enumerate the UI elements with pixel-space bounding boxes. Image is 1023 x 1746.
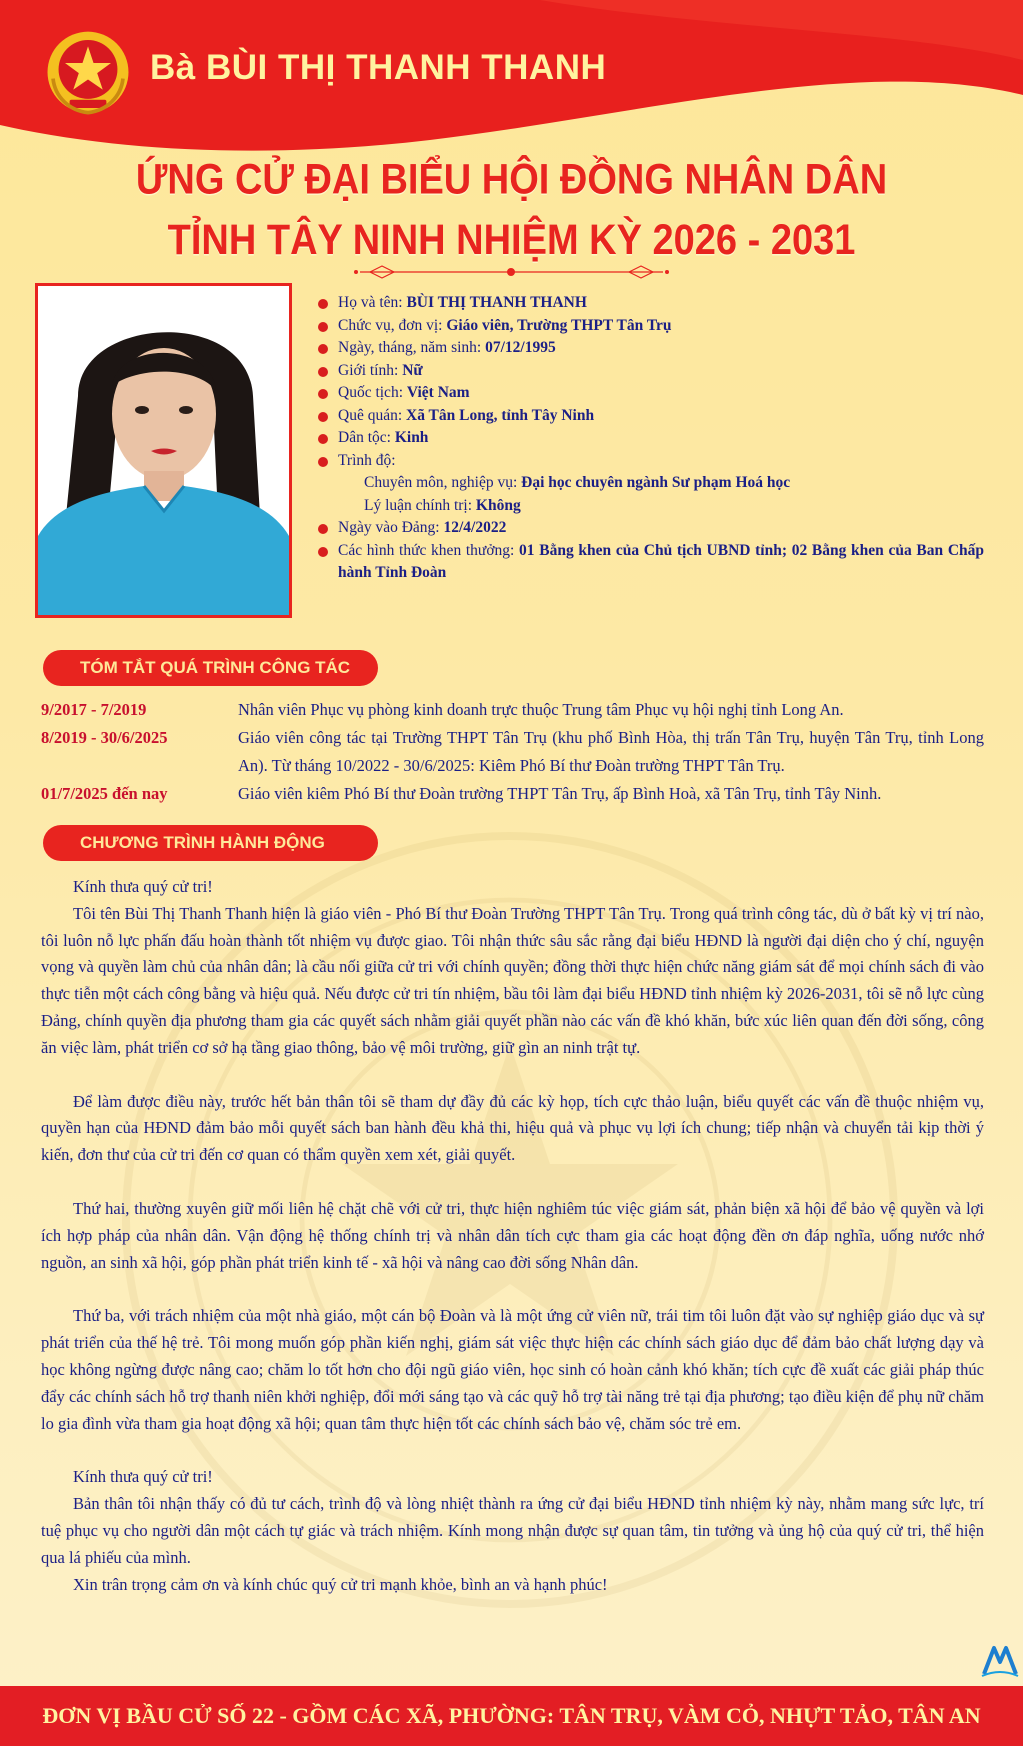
bullet-icon [318,524,328,534]
publisher-logo-icon [980,1640,1020,1680]
action-program-heading: CHƯƠNG TRÌNH HÀNH ĐỘNG [43,825,378,861]
bullet-icon [318,412,328,422]
profile-specialty: Chuyên môn, nghiệp vụ: Đại học chuyên ngành Sư phạm Hoá học [364,474,791,491]
program-paragraph-1: Tôi tên Bùi Thị Thanh Thanh hiện là giáo viên - Phó Bí thư Đoàn Trường THPT Tân Trụ. Trong quá trình công tác, dù ở bất kỳ vị trí nào, tôi luôn nỗ lực phấn đấu hoàn thành tốt nhiệm vụ được giao. Tôi nhận thức sâu sắc rằng đại biểu HĐND là người đại diện cho ý chí, nguyện vọng và quyền làm chủ của nhân dân; là cầu nối giữa cử tri với chính quyền; đồng thời thực hiện chức năng giám sát để mọi chính sách đi vào thực tiễn một cách công bằng và hiệu quả. Nếu được cử tri tín nhiệm, bầu tôi làm đại biểu HĐND tỉnh nhiệm kỳ 2026-2031, tôi sẽ nỗ lực cùng Đảng, chính quyền địa phương tham gia các quyết sách nhằm giải quyết phần nào các vấn đề khó khăn, bức xúc liên quan đến đời sống, công ăn việc làm, phát triển cơ sở hạ tầng giao thông, bảo vệ môi trường, giữ gìn an ninh trật tự. [41,903,984,1057]
bullet-icon [318,367,328,377]
work-history-list [41,696,984,808]
candidate-profile [318,292,984,585]
bullet-icon [318,389,328,399]
profile-hometown: Quê quán: Xã Tân Long, tỉnh Tây Ninh [318,405,984,428]
bullet-icon [318,299,328,309]
work-history-heading: TÓM TẮT QUÁ TRÌNH CÔNG TÁC [43,650,378,686]
bullet-icon [318,457,328,467]
headline-line-2: TỈNH TÂY NINH NHIỆM KỲ 2026 - 2031 [167,217,856,265]
profile-awards: Các hình thức khen thưởng: 01 Bằng khen của Chủ tịch UBND tỉnh; 02 Bằng khen của Ban Chấp hành Tỉnh Đoàn [318,540,984,585]
profile-dob: Ngày, tháng, năm sinh: 07/12/1995 [318,337,984,360]
program-paragraph-4: Thứ ba, với trách nhiệm của một nhà giáo, một cán bộ Đoàn và là một ứng cử viên nữ, trái tim tôi luôn đặt vào sự nghiệp giáo dục và sự phát triển của thế hệ trẻ. Tôi mong muốn góp phần kiến nghị, giám sát việc thực hiện các chính sách giáo dục để đảm bảo chất lượng dạy và học không ngừng được nâng cao; chăm lo tốt hơn cho đội ngũ giáo viên, học sinh có hoàn cảnh khó khăn; tích cực đề xuất các giải pháp thúc đẩy các chính sách hỗ trợ thanh niên khởi nghiệp, đổi mới sáng tạo và các quỹ hỗ trợ tài năng trẻ tại địa phương; tạo điều kiện để phụ nữ chăm lo gia đình vừa tham gia hoạt động xã hội; quan tâm thực hiện tốt các chính sách bảo vệ, chăm sóc trẻ em. [41,1306,984,1433]
work-history-entry [41,696,984,724]
constituency-footer: ĐƠN VỊ BẦU CỬ SỐ 22 - GỒM CÁC XÃ, PHƯỜNG: TÂN TRỤ, VÀM CỎ, NHỰT TẢO, TÂN AN [0,1686,1023,1746]
bullet-icon [318,344,328,354]
bullet-icon [318,322,328,332]
candidate-name-title: Bà BÙI THỊ THANH THANH [150,48,607,87]
work-description: Giáo viên công tác tại Trường THPT Tân Trụ (khu phố Bình Hòa, thị trấn Tân Trụ, huyện Tân Trụ, tỉnh Long An). Từ tháng 10/2022 - 30/6/2025: Kiêm Phó Bí thư Đoàn trường THPT Tân Trụ. [238,728,984,775]
program-greeting: Kính thưa quý cử tri! [73,877,213,896]
profile-ethnicity: Dân tộc: Kinh [318,427,984,450]
bullet-icon [318,434,328,444]
headline-line-1: ỨNG CỬ ĐẠI BIỂU HỘI ĐỒNG NHÂN DÂN [135,156,888,204]
work-history-entry [41,780,984,808]
bullet-icon [318,547,328,557]
profile-party-date: Ngày vào Đảng: 12/4/2022 [318,517,984,540]
work-description: Giáo viên kiêm Phó Bí thư Đoàn trường THPT Tân Trụ, ấp Bình Hoà, xã Tân Trụ, tỉnh Tây Ninh. [238,784,882,803]
work-history-entry [41,724,984,780]
program-closing: Xin trân trọng cảm ơn và kính chúc quý cử tri mạnh khỏe, bình an và hạnh phúc! [73,1574,608,1594]
program-paragraph-2: Để làm được điều này, trước hết bản thân tôi sẽ tham dự đầy đủ các kỳ họp, tích cực thảo luận, biểu quyết các vấn đề thuộc nhiệm vụ, quyền hạn của HĐND đảm bảo mỗi quyết sách ban hành đều khả thi, hiệu quả và phục vụ lợi ích chung; tiếp nhận và chuyển tải kịp thời ý kiến, đơn thư của cử tri đến cơ quan có thẩm quyền xem xét, giải quyết. [41,1091,984,1165]
work-period: 01/7/2025 đến nay [41,784,168,803]
profile-gender: Giới tính: Nữ [318,360,984,383]
action-program-body [41,874,984,1598]
program-paragraph-5: Bản thân tôi nhận thấy có đủ tư cách, trình độ và lòng nhiệt thành ra ứng cử đại biểu HĐND tỉnh nhiệm kỳ này, nhằm mang sức lực, trí tuệ phục vụ cho người dân một cách tự giác và trách nhiệm. Kính mong nhận được sự quan tâm, tin tưởng và ủng hộ của quý cử tri, thể hiện qua lá phiếu của mình. [41,1494,984,1567]
election-headline [0,150,1023,271]
profile-full-name: Họ và tên: BÙI THỊ THANH THANH [318,292,984,315]
work-description: Nhân viên Phục vụ phòng kinh doanh trực thuộc Trung tâm Phục vụ hội nghị tỉnh Long An. [238,700,844,719]
national-emblem-icon [42,28,134,120]
candidate-portrait [35,283,292,618]
work-period: 8/2019 - 30/6/2025 [41,728,168,747]
program-greeting-2: Kính thưa quý cử tri! [73,1467,213,1487]
profile-education: Trình độ: [318,450,984,473]
ornamental-divider [350,264,673,280]
program-paragraph-3: Thứ hai, thường xuyên giữ mối liên hệ chặt chẽ với cử tri, thực hiện nghiêm túc việc giám sát, phản biện xã hội để bảo vệ quyền và lợi ích hợp pháp của nhân dân. Vận động hệ thống chính trị và nhân dân tích cực tham gia các hoạt động đền ơn đáp nghĩa, uống nước nhớ nguồn, an sinh xã hội, góp phần phát triển kinh tế - xã hội và nâng cao đời sống Nhân dân. [41,1198,984,1272]
profile-position: Chức vụ, đơn vị: Giáo viên, Trường THPT Tân Trụ [318,315,984,338]
profile-nationality: Quốc tịch: Việt Nam [318,382,984,405]
profile-political-theory: Lý luận chính trị: Không [364,496,521,514]
work-period: 9/2017 - 7/2019 [41,700,147,719]
